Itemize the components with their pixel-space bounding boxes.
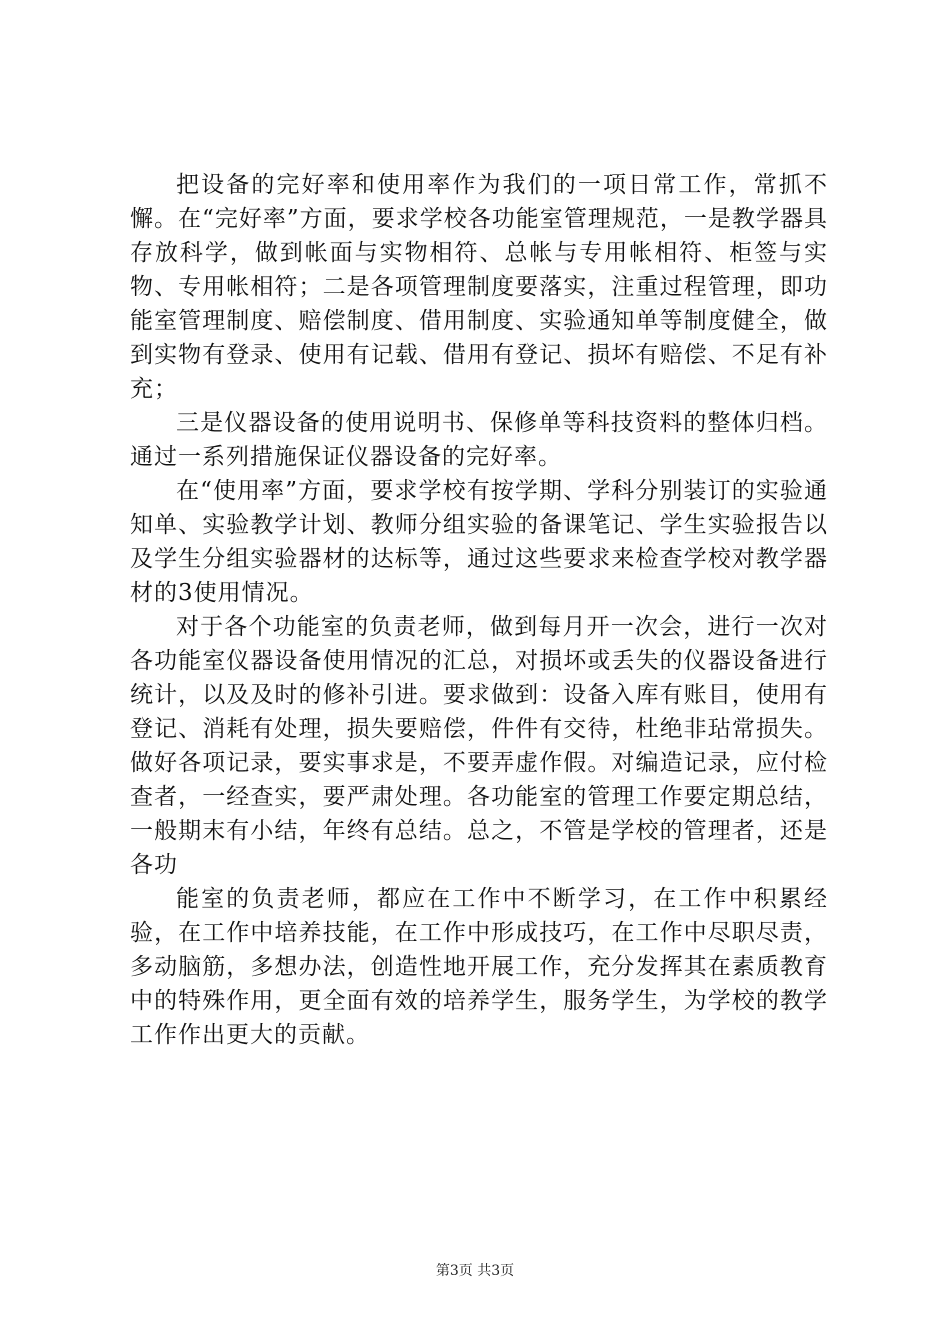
paragraph: 三是仪器设备的使用说明书、保修单等科技资料的整体归档。通过一系列措施保证仪器设备的完好率。 — [130, 410, 828, 470]
page-footer: 第3页 共3页 — [435, 1263, 515, 1279]
body-text — [130, 168, 828, 1052]
paragraph: 能室的负责老师，都应在工作中不断学习，在工作中积累经验，在工作中培养技能，在工作中形成技巧，在工作中尽职尽责，多动脑筋，多想办法，创造性地开展工作，充分发挥其在素质教育中的特殊作用，更全面有效的培养学生，服务学生，为学校的教学工作作出更大的贡献。 — [130, 886, 828, 1048]
paragraph: 对于各个功能室的负责老师，做到每月开一次会，进行一次对各功能室仪器设备使用情况的汇总，对损坏或丢失的仪器设备进行统计，以及及时的修补引进。要求做到：设备入库有账目，使用有登记、消耗有处理，损失要赔偿，件件有交待，杜绝非玷常损失。做好各项记录，要实事求是，不要弄虚作假。对编造记录，应付检查者，一经查实，要严肃处理。各功能室的管理工作要定期总结，一般期末有小结，年终有总结。总之，不管是学校的管理者，还是各功 — [130, 614, 828, 878]
paragraph: 在“使用率”方面，要求学校有按学期、学科分别装订的实验通知单、实验教学计划、教师分组实验的备课笔记、学生实验报告以及学生分组实验器材的达标等，通过这些要求来检查学校对教学器材的3使用情况。 — [130, 478, 828, 606]
paragraph: 把设备的完好率和使用率作为我们的一项日常工作，常抓不懈。在“完好率”方面，要求学校各功能室管理规范，一是教学器具存放科学，做到帐面与实物相符、总帐与专用帐相符、柜签与实物、专用帐相符；二是各项管理制度要落实，注重过程管理，即功能室管理制度、赔偿制度、借用制度、实验通知单等制度健全，做到实物有登录、使用有记载、借用有登记、损坏有赔偿、不足有补充； — [130, 172, 828, 402]
